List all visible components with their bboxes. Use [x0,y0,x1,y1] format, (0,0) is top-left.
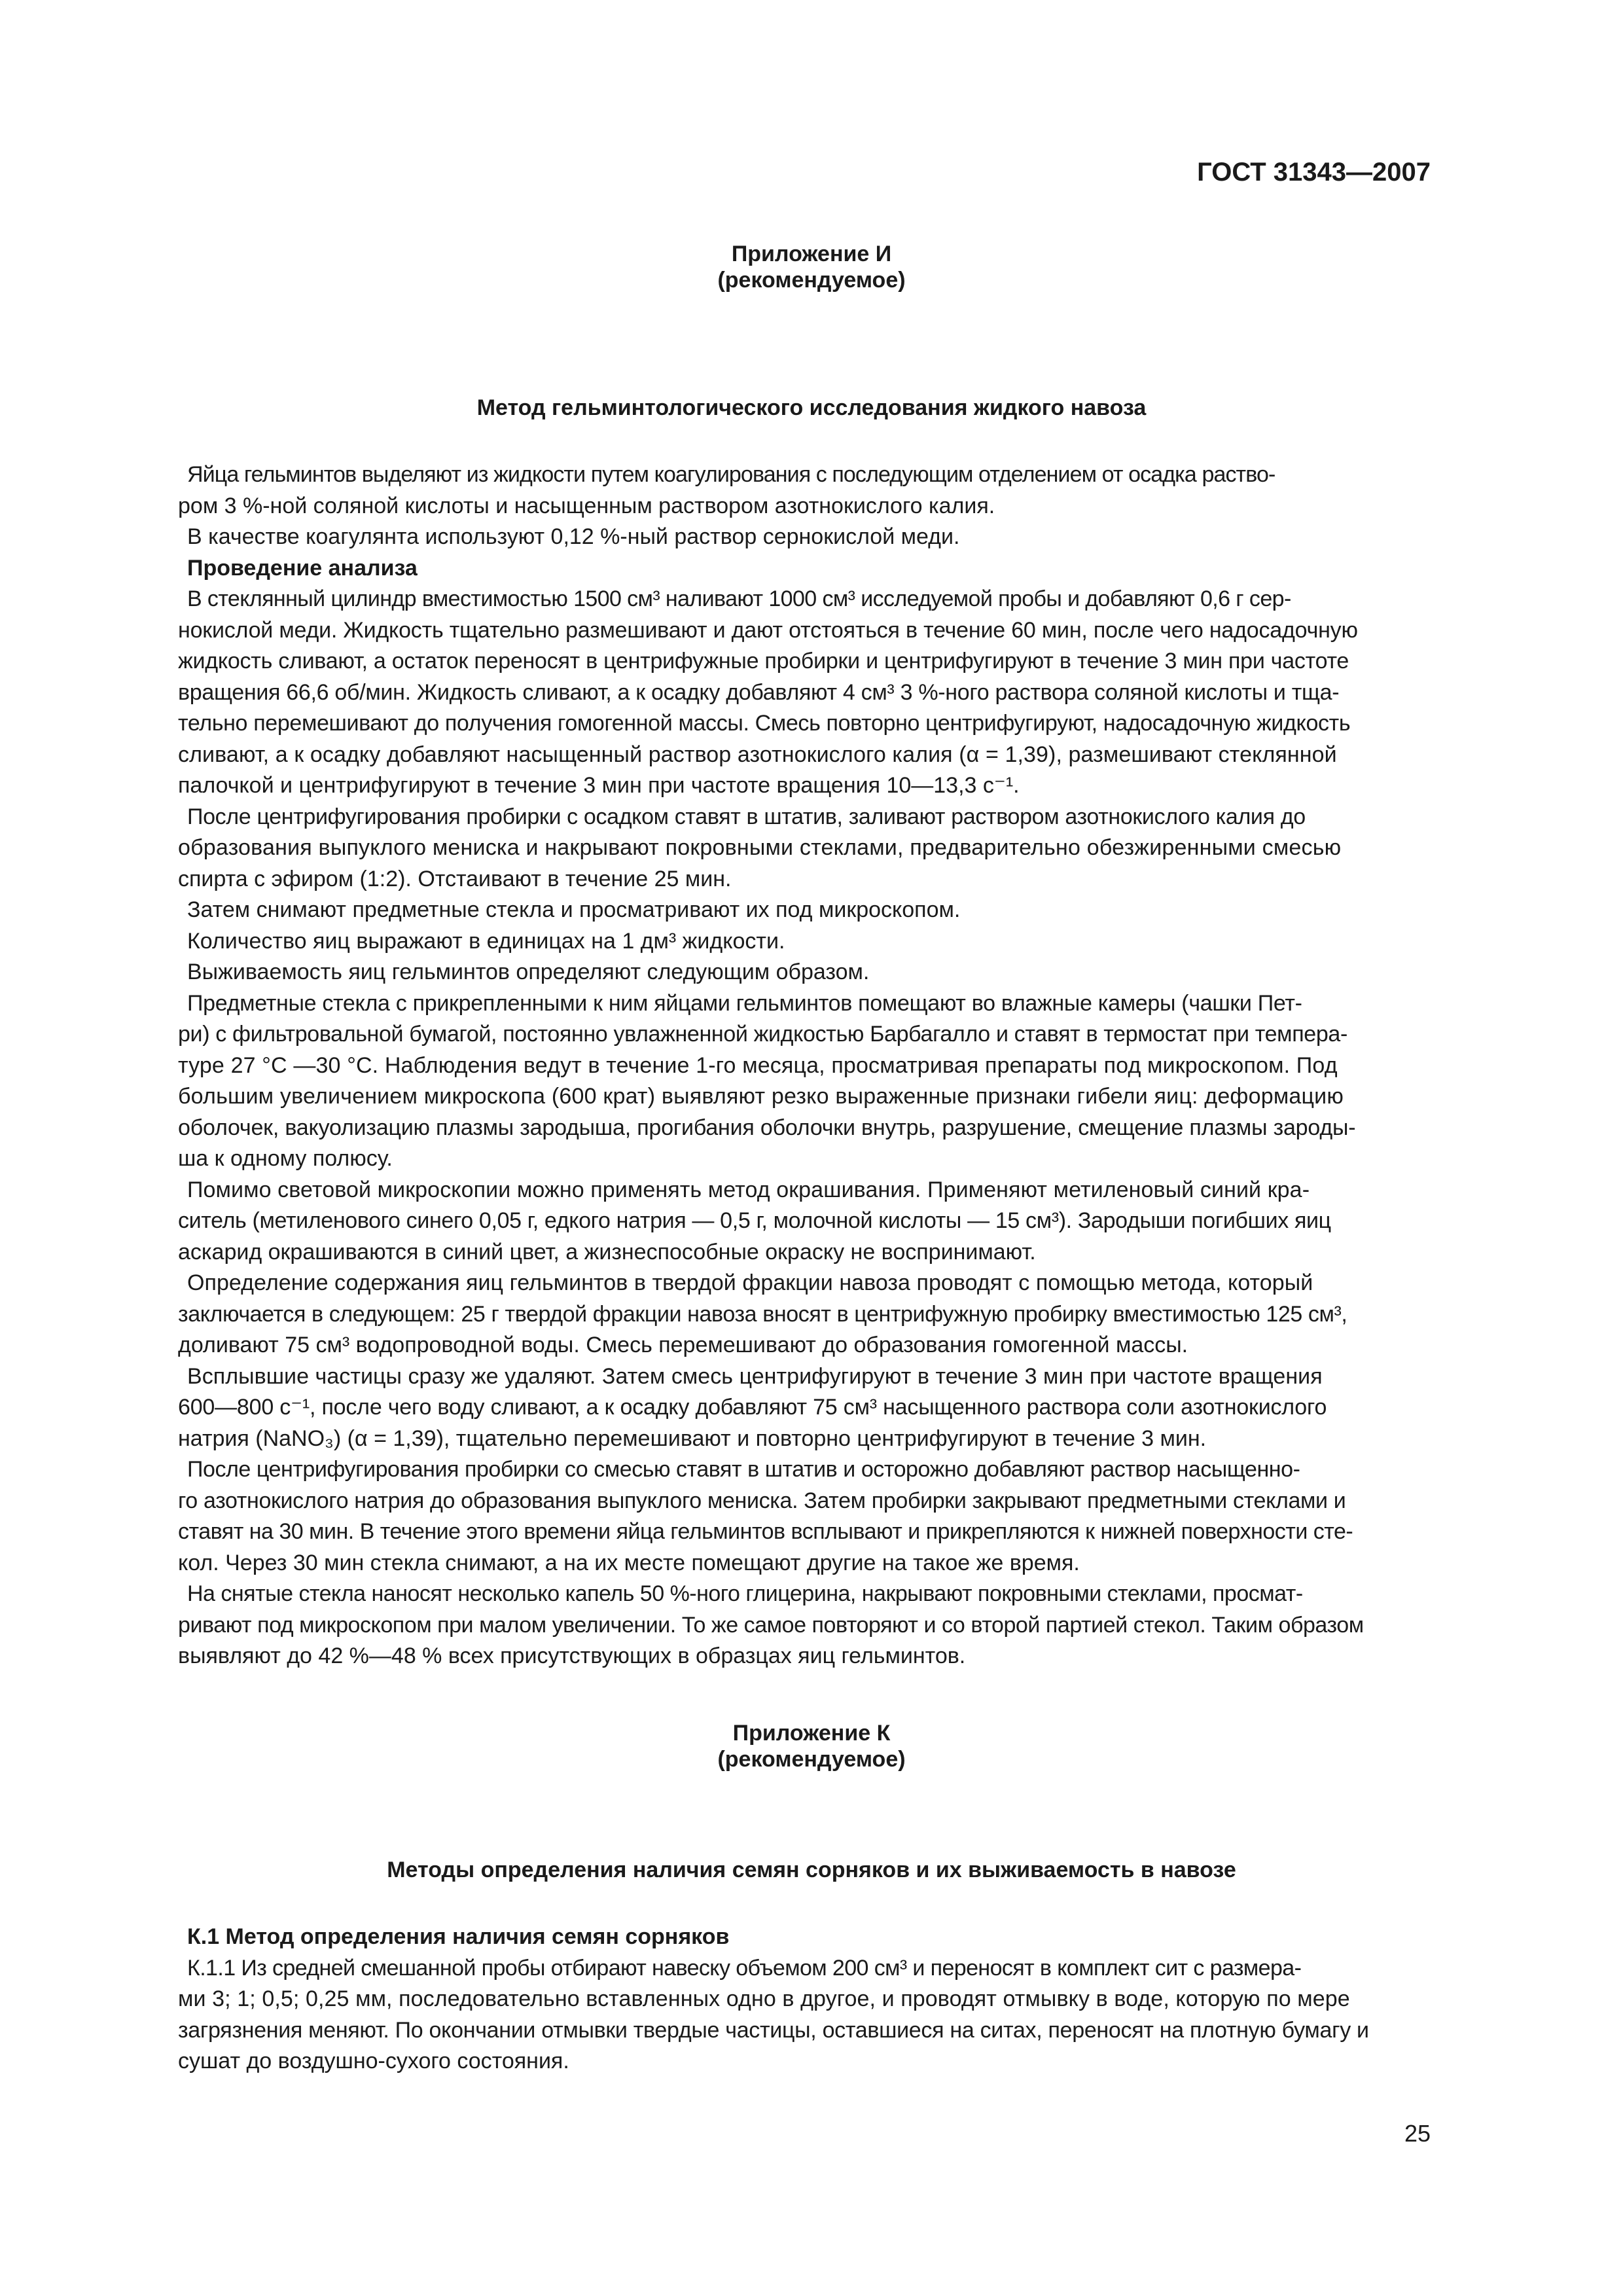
body-line: 600—800 с⁻¹, после чего воду сливают, а к осадку добавляют 75 см³ насыщенного раствора соли азотнокислого [178,1395,1327,1420]
body-line: большим увеличением микроскопа (600 крат) выявляют резко выраженные признаки гибели яиц: деформацию [178,1084,1344,1109]
appendix-k-title: Приложение К [732,1721,891,1746]
appendix-i-section-title: Метод гельминтологического исследования жидкого навоза [476,395,1147,420]
body-line: ром 3 %-ной соляной кислоты и насыщенным раствором азотнокислого калия. [178,493,995,518]
body-line: После центрифугирования пробирки со смесью ставят в штатив и осторожно добавляют раствор насыщенно- [187,1457,1300,1482]
body-line: туре 27 °С —30 °С. Наблюдения ведут в течение 1-го месяца, просматривая препараты под микроскопом. Под [178,1052,1338,1078]
body-line: ривают под микроскопом при малом увеличении. То же самое повторяют и со второй партией стекол. Таким образом [178,1612,1364,1638]
body-line: В качестве коагулянта используют 0,12 %-ный раствор сернокислой меди. [187,524,960,549]
body-line: ситель (метиленового синего 0,05 г, едкого натрия — 0,5 г, молочной кислоты — 15 см³). Зародыши погибших яиц [178,1208,1331,1233]
body-line: ри) с фильтровальной бумагой, постоянно увлажненной жидкостью Барбагалло и ставят в термостат при темпера- [178,1022,1347,1047]
body-line: Затем снимают предметные стекла и просматривают их под микроскопом. [187,897,961,922]
appendix-k-status: (рекомендуемое) [717,1747,906,1772]
body-line: Яйца гельминтов выделяют из жидкости путем коагулирования с последующим отделением от осадка раство- [187,462,1275,487]
body-line: выявляют до 42 %—48 % всех присутствующих в образцах яиц гельминтов. [178,1643,966,1668]
body-line: образования выпуклого мениска и накрывают покровными стеклами, предварительно обезжиренными смесью [178,835,1342,860]
body-line: В стеклянный цилиндр вместимостью 1500 см³ наливают 1000 см³ исследуемой пробы и добавляют 0,6 г сер- [187,586,1291,611]
document-standard-number: ГОСТ 31343—2007 [1197,158,1431,187]
body-line: На снятые стекла наносят несколько капель 50 %-ного глицерина, накрывают покровными стеклами, просмат- [187,1581,1303,1606]
body-line: доливают 75 см³ водопроводной воды. Смесь перемешивают до образования гомогенной массы. [178,1333,1188,1357]
body-line: палочкой и центрифугируют в течение 3 мин при частоте вращения 10—13,3 с⁻¹. [178,773,1020,798]
body-line: Определение содержания яиц гельминтов в твердой фракции навоза проводят с помощью метода, который [187,1270,1313,1295]
appendix-k-body [178,1922,1445,2077]
body-line: оболочек, вакуолизацию плазмы зародыша, прогибания оболочки внутрь, разрушение, смещение плазмы зароды- [178,1115,1356,1140]
body-line: После центрифугирования пробирки с осадком ставят в штатив, заливают раствором азотнокислого калия до [187,804,1306,829]
body-line: тельно перемешивают до получения гомогенной массы. Смесь повторно центрифугируют, надосадочную жидкость [178,711,1351,736]
body-line: спирта с эфиром (1:2). Отстаивают в течение 25 мин. [178,866,732,891]
body-line: аскарид окрашиваются в синий цвет, а жизнеспособные окраску не воспринимают. [178,1239,1036,1265]
body-line: нокислой меди. Жидкость тщательно размешивают и дают отстояться в течение 60 мин, после чего надосадочную [178,617,1358,643]
body-line: ми 3; 1; 0,5; 0,25 мм, последовательно вставленных одно в другое, и проводят отмывку в воде, которую по мере [178,1986,1350,2011]
body-line: натрия (NaNO₃) (α = 1,39), тщательно перемешивают и повторно центрифугируют в течение 3 мин. [178,1426,1207,1451]
body-line: жидкость сливают, а остаток переносят в центрифужные пробирки и центрифугируют в течение 3 мин при частоте [178,649,1349,673]
body-line: сливают, а к осадку добавляют насыщенный раствор азотнокислого калия (α = 1,39), размешивают стеклянной [178,742,1337,767]
body-line: Предметные стекла с прикрепленными к ним яйцами гельминтов помещают во влажные камеры (чашки Пет- [187,990,1302,1016]
body-line: ставят на 30 мин. В течение этого времени яйца гельминтов всплывают и прикрепляются к нижней поверхности сте- [178,1519,1353,1544]
body-line: Количество яиц выражают в единицах на 1 дм³ жидкости. [187,928,785,954]
body-line: го азотнокислого натрия до образования выпуклого мениска. Затем пробирки закрывают предметными стеклами и [178,1488,1346,1513]
appendix-i-status: (рекомендуемое) [717,268,906,293]
subheading-analysis: Проведение анализа [187,555,418,581]
body-line: Всплывшие частицы сразу же удаляют. Затем смесь центрифугируют в течение 3 мин при частоте вращения [187,1363,1323,1389]
body-line: заключается в следующем: 25 г твердой фракции навоза вносят в центрифужную пробирку вместимостью 125 см³, [178,1301,1347,1327]
body-line: загрязнения меняют. По окончании отмывки твердые частицы, оставшиеся на ситах, переносят на плотную бумагу и [178,2017,1369,2043]
body-line: ша к одному полюсу. [178,1146,393,1171]
page-number: 25 [1404,2120,1431,2147]
body-line: Помимо световой микроскопии можно применять метод окрашивания. Применяют метиленовый синий кра- [187,1177,1310,1202]
appendix-k-section-title: Методы определения наличия семян сорняков и их выживаемость в навозе [387,1857,1236,1882]
appendix-i-title: Приложение И [731,242,892,266]
body-line: Выживаемость яиц гельминтов определяют следующим образом. [187,960,870,984]
body-line: сушат до воздушно-сухого состояния. [178,2049,569,2073]
body-line: вращения 66,6 об/мин. Жидкость сливают, а к осадку добавляют 4 см³ 3 %-ного раствора соляной кислоты и тща- [178,679,1340,705]
body-line: кол. Через 30 мин стекла снимают, а на их месте помещают другие на такое же время. [178,1550,1080,1575]
appendix-i-body [178,459,1445,1672]
subsection-k1-title: К.1 Метод определения наличия семян сорняков [187,1924,730,1949]
body-line: К.1.1 Из средней смешанной пробы отбирают навеску объемом 200 см³ и переносят в комплект сит с размера- [187,1955,1302,1981]
